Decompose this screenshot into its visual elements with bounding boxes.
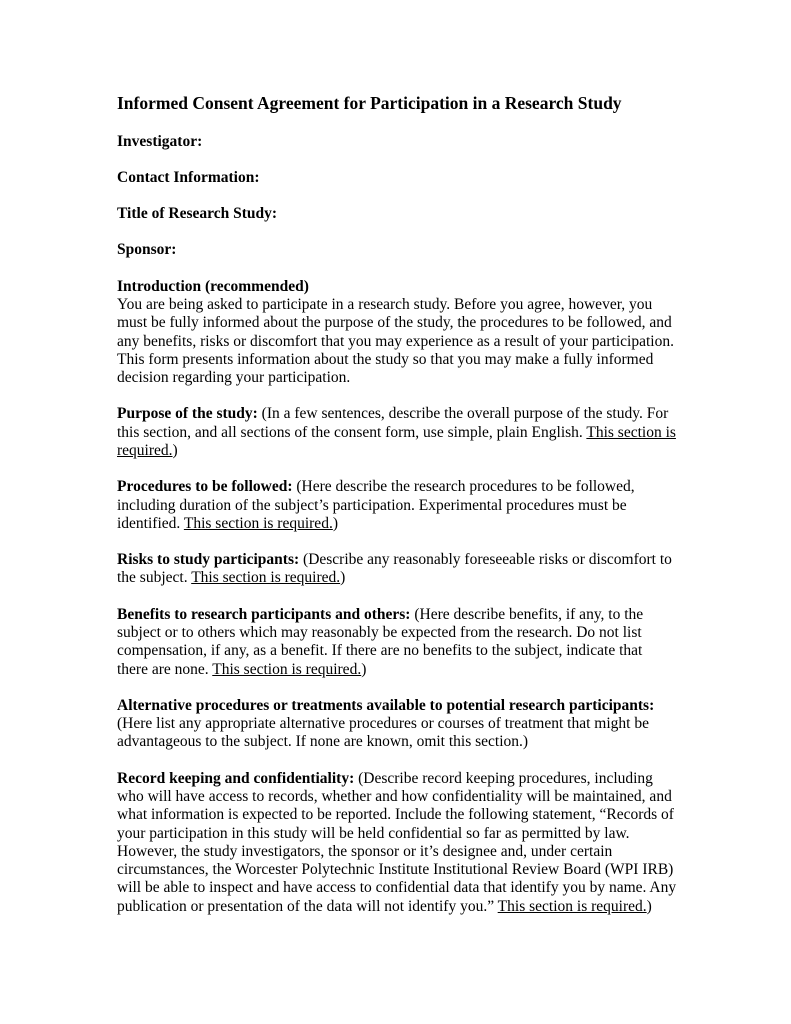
section-benefits (117, 606, 677, 679)
required-note: This section is required. (191, 569, 341, 587)
field-contact-information (117, 169, 677, 187)
section-text: (Here describe benefits, if any, to the subject or to others which may reasonably be expected from the research. Do not list compensation, if any, as a benefit. If there are no benefits to the subject, indicate that there are none. (117, 605, 644, 678)
section-label: Risks to study participants: (117, 551, 300, 569)
section-text: ) (332, 514, 338, 532)
field-investigator (117, 133, 677, 151)
section-text: ) (172, 442, 178, 460)
section-text: (Describe record keeping procedures, including who will have access to records, whether and how confidentiality will be maintained, and what information is expected to be reported. Include the following statement, “Records of your participation in this study will be held confidential so far as permitted by law. However, the study investigators, the sponsor or it’s designee and, under certain circumstances, the Worcester Polytechnic Institute Institutional Review Board (WPI IRB) will be able to inspect and have access to confidential data that identify you by name. Any publication or presentation of the data will not identify you.” (117, 769, 677, 915)
section-text: You are being asked to participate in a research study. Before you agree, however, you must be fully informed about the purpose of the study, the procedures to be followed, and any benefits, risks or discomfort that you may experience as a result of your participation. This form presents information about the study so that you may make a fully informed decision regarding your participation. (117, 296, 674, 387)
required-note: This section is required. (183, 514, 333, 532)
section-alternative-procedures (117, 697, 677, 752)
section-label: Contact Information: (117, 168, 260, 186)
section-label: Investigator: (117, 132, 203, 150)
document-title: Informed Consent Agreement for Participation in a Research Study (117, 93, 622, 113)
section-label: Procedures to be followed: (117, 478, 293, 496)
section-text: (Here describe the research procedures to be followed, including duration of the subject’s participation. Experimental procedures must be identified. (117, 478, 635, 532)
required-note: This section is required. (212, 660, 362, 678)
section-introduction (117, 278, 677, 388)
section-label: Alternative procedures or treatments available to potential research participants: (117, 696, 655, 714)
section-procedures (117, 478, 677, 533)
section-label: Introduction (recommended) (117, 277, 309, 295)
section-text: ) (646, 897, 652, 915)
section-risks (117, 551, 677, 588)
section-text: (In a few sentences, describe the overall purpose of the study. For this section, and all sections of the consent form, use simple, plain English. (117, 405, 669, 441)
section-purpose (117, 405, 677, 460)
required-note: This section is required. (497, 897, 647, 915)
section-text: ) (340, 569, 346, 587)
section-label: Benefits to research participants and others: (117, 605, 411, 623)
required-note: This section is required. (117, 423, 676, 460)
section-label: Purpose of the study: (117, 405, 258, 423)
section-label: Title of Research Study: (117, 205, 278, 223)
field-title-of-research-study (117, 205, 677, 223)
section-label: Record keeping and confidentiality: (117, 769, 355, 787)
section-text: (Here list any appropriate alternative procedures or courses of treatment that might be advantageous to the subject. If none are known, omit this section.) (117, 715, 649, 751)
section-text: ) (361, 660, 367, 678)
document-body (117, 133, 677, 916)
section-label: Sponsor: (117, 241, 177, 259)
section-record-keeping (117, 770, 677, 916)
field-sponsor (117, 241, 677, 259)
section-text: (Describe any reasonably foreseeable risks or discomfort to the subject. (117, 551, 672, 587)
